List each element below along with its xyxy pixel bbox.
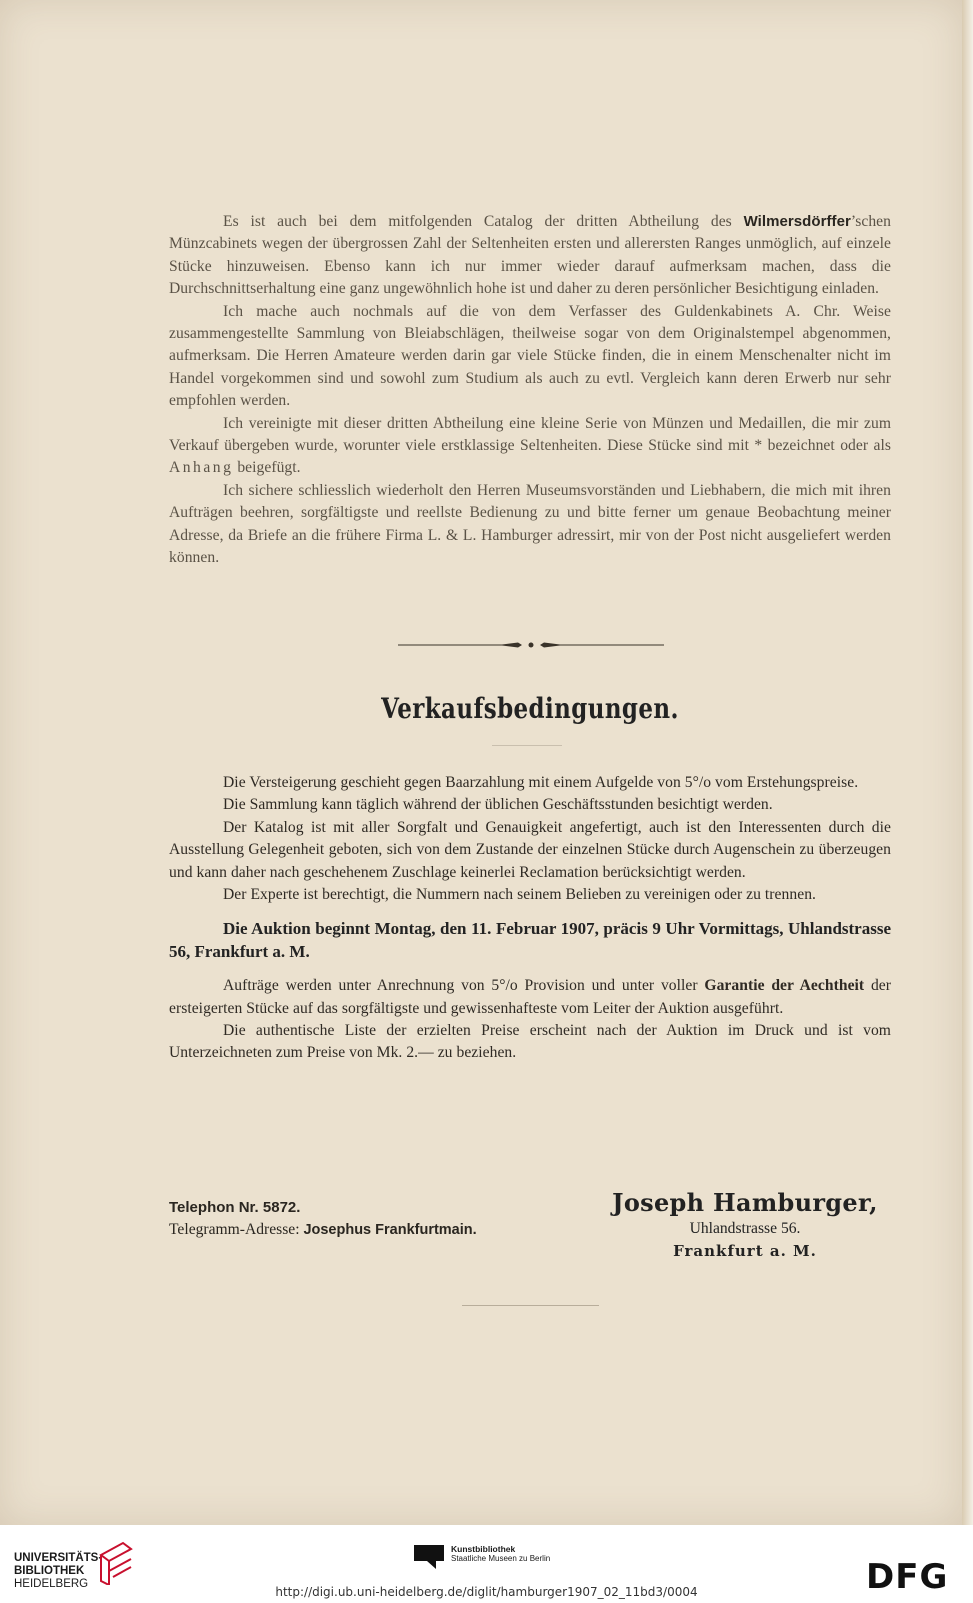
heading-underline bbox=[492, 745, 562, 746]
intro-paragraph-3 bbox=[169, 413, 891, 480]
library-footer-bar bbox=[0, 1525, 973, 1603]
telegram-address bbox=[169, 1219, 477, 1241]
signature-name: Joseph Hamburger, bbox=[612, 1188, 878, 1217]
conditions-section bbox=[169, 772, 891, 1065]
telegram-label: Telegramm-Adresse: bbox=[169, 1221, 304, 1239]
intro-p3-text: Ich vereinigte mit dieser dritten Abtheilung eine kleine Serie von Münzen und Medaillen, die mir zum Verkauf übergeben wurde, worunter viele erstklassige Seltenheiten. Diese Stücke sind mit * bezeichnet oder als bbox=[169, 414, 891, 455]
intro-section bbox=[169, 211, 891, 570]
dfg-wordmark: DFG bbox=[866, 1558, 949, 1592]
page-edge bbox=[962, 0, 973, 1525]
telegram-value: Josephus Frankfurtmain. bbox=[303, 1222, 477, 1239]
telephone-number: Telephon Nr. 5872. bbox=[169, 1199, 301, 1216]
condition-1: Die Versteigerung geschieht gegen Baarzahlung mit einem Aufgelde von 5°/o vom Erstehungspreise. bbox=[223, 774, 859, 791]
source-url[interactable]: http://digi.ub.uni-heidelberg.de/diglit/hamburger1907_02_11bd3/0004 bbox=[275, 1585, 698, 1599]
condition-5-text: Aufträge werden unter Anrechnung von 5°/o Provision und unter voller bbox=[223, 977, 705, 995]
condition-3: Der Katalog ist mit aller Sorgfalt und Genauigkeit angefertigt, auch ist den Interessenten durch die Ausstellung Gelegenheit geboten, sich von dem Zustande der einzelnen Stücke durch Augenschein zu überzeugen und kann daher nach geschehenem Zuschlage keinerlei Reclamation berücksichtigt werden. bbox=[169, 818, 891, 881]
ub-heidelberg-logo-icon[interactable] bbox=[97, 1541, 135, 1585]
guarantee-phrase: Garantie der Aechtheit bbox=[704, 977, 865, 995]
ub-line-2: BIBLIOTHEK bbox=[14, 1565, 85, 1577]
anhang-word: Anhang bbox=[169, 459, 234, 477]
bottom-rule bbox=[462, 1305, 599, 1306]
spacer bbox=[169, 963, 891, 975]
section-heading: Verkaufsbedingungen. bbox=[381, 692, 679, 725]
condition-6: Die authentische Liste der erzielten Preise erscheint nach der Auktion im Druck und ist vom Unterzeichneten zum Preise von Mk. 2.— zu beziehen. bbox=[169, 1022, 891, 1062]
kb-line-1: Kunstbibliothek bbox=[451, 1544, 516, 1554]
intro-p3-text-cont: beigefügt. bbox=[233, 459, 301, 477]
intro-p1-text: Es ist auch bei dem mitfolgenden Catalog der dritten Abtheilung des bbox=[223, 213, 744, 230]
intro-p1-text-cont: ’schen Münzcabinets wegen der übergrossen Zahl der Seltenheiten ersten und allerersten Ranges unmöglich, auf einzele Stücke hinzuweisen. Ebenso kann ich nur immer wieder darauf aufmerksam machen, dass die Durchschnittserhaltung eine ganz ungewöhnlich hohe ist und daher zu deren persönlicher Besichtigung einladen. bbox=[169, 213, 891, 298]
intro-paragraph-2: Ich mache auch nochmals auf die von dem Verfasser des Guldenkabinets A. Chr. Weise zusammengestellte Sammlung von Bleiabschlägen, theilweise sogar von dem Originalstempel abgenommen, aufmerksam. Die Herren Amateure werden darin gar viele Stücke finden, die in einem Menschenalter nicht im Handel vorgekommen sind und sowohl zum Studium als auch zu evtl. Vergleich kann deren Erwerb nur sehr empfohlen werden. bbox=[169, 302, 891, 410]
contact-block bbox=[169, 1197, 477, 1242]
signature-street: Uhlandstrasse 56. bbox=[689, 1220, 801, 1237]
ub-line-3: HEIDELBERG bbox=[14, 1578, 89, 1590]
ornament-divider bbox=[398, 639, 664, 651]
spacer bbox=[169, 906, 891, 918]
kunstbibliothek-logo-icon[interactable] bbox=[414, 1543, 444, 1569]
signature-city: Frankfurt a. M. bbox=[673, 1242, 817, 1260]
condition-4: Der Experte ist berechtigt, die Nummern nach seinem Belieben zu vereinigen oder zu trennen. bbox=[223, 886, 816, 904]
condition-5-text-cont: der ersteigerten Stücke auf das sorgfältigste und gewissenhafteste vom Leiter der Auktion ausgeführt. bbox=[169, 977, 892, 1017]
signature-block bbox=[600, 1188, 890, 1262]
kunstbibliothek-wordmark bbox=[451, 1544, 550, 1564]
auction-date-notice: Die Auktion beginnt Montag, den 11. Februar 1907, präcis 9 Uhr Vormittags, Uhlandstrasse 56, Frankfurt a. M. bbox=[169, 919, 891, 961]
collector-name: Wilmersdörffer bbox=[743, 213, 851, 230]
condition-2: Die Sammlung kann täglich während der üblichen Geschäftsstunden besichtigt werden. bbox=[223, 796, 773, 814]
ub-line-1: UNIVERSITÄTS- bbox=[14, 1552, 103, 1564]
intro-paragraph-4: Ich sichere schliesslich wiederholt den Herren Museumsvorständen und Liebhabern, die mich mit ihren Aufträgen beehren, sorgfältigste und reellste Bedienung zu und bitte ferner um genaue Beobachtung meiner Adresse, da Briefe an die frühere Firma L. & L. Hamburger adressirt, mir von der Post nicht ausgeliefert werden können. bbox=[169, 481, 891, 567]
intro-paragraph-1 bbox=[169, 211, 891, 301]
kb-line-2: Staatliche Museen zu Berlin bbox=[451, 1554, 551, 1563]
condition-5 bbox=[169, 975, 891, 1020]
